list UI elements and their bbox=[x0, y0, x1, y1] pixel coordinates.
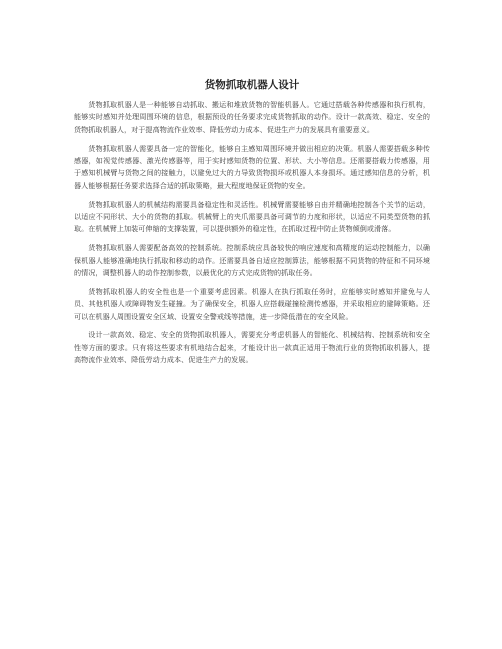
document-title: 货物抓取机器人设计 bbox=[204, 79, 300, 91]
paragraph-safety: 货物抓取机器人的安全性也是一个重要考虑因素。机器人在执行抓取任务时，应能够实时感知并避免与人员、其他机器人或障碍物发生碰撞。为了确保安全，机器人应搭载碰撞检测传感器，并采取相应的避障策略。还可以在机器人周围设置安全区域、设置安全警戒线等措施，进一步降低潜在的安全风险。 bbox=[74, 286, 430, 321]
paragraph-intelligence: 货物抓取机器人需要具备一定的智能化，能够自主感知周围环境并做出相应的决策。机器人需要搭载多种传感器，如视觉传感器、激光传感器等，用于实时感知货物的位置、形状、大小等信息。还需要搭载力传感器，用于感知机械臂与货物之间的接触力，以避免过大的力导致货物损坏或机器人本身损坏。通过感知信息的分析，机器人能够根据任务要求选择合适的抓取策略，最大程度地保证货物的安全。 bbox=[74, 143, 430, 190]
paragraph-mechanical-structure: 货物抓取机器人的机械结构需要具备稳定性和灵活性。机械臂需要能够自由并精确地控制各个关节的运动，以适应不同形状、大小的货物的抓取。机械臂上的夹爪需要具备可调节的力度和形状，以适应不同类型货物的抓取。在机械臂上加装可伸缩的支撑装置，可以提供额外的稳定性，在抓取过程中防止货物倾倒或滑落。 bbox=[74, 199, 430, 234]
paragraph-control-system: 货物抓取机器人需要配备高效的控制系统。控制系统应具备较快的响应速度和高精度的运动控制能力，以确保机器人能够准确地执行抓取和移动的动作。还需要具备自适应控制算法，能够根据不同货物的特征和不同环境的情况，调整机器人的动作控制参数，以最优化的方式完成货物的抓取任务。 bbox=[74, 243, 430, 278]
paragraph-conclusion: 设计一款高效、稳定、安全的货物抓取机器人，需要充分考虑机器人的智能化、机械结构、控制系统和安全性等方面的要求。只有将这些要求有机地结合起来，才能设计出一款真正适用于物流行业的货物抓取机器人，提高物流作业效率、降低劳动力成本、促进生产力的发展。 bbox=[74, 330, 430, 365]
paragraph-intro: 货物抓取机器人是一种能够自动抓取、搬运和堆放货物的智能机器人。它通过搭载各种传感器和执行机构，能够实时感知并处理周围环境的信息，根据预设的任务要求完成货物抓取的动作。设计一款高效、稳定、安全的货物抓取机器人，对于提高物流作业效率、降低劳动力成本、促进生产力的发展具有重要意义。 bbox=[74, 100, 430, 134]
